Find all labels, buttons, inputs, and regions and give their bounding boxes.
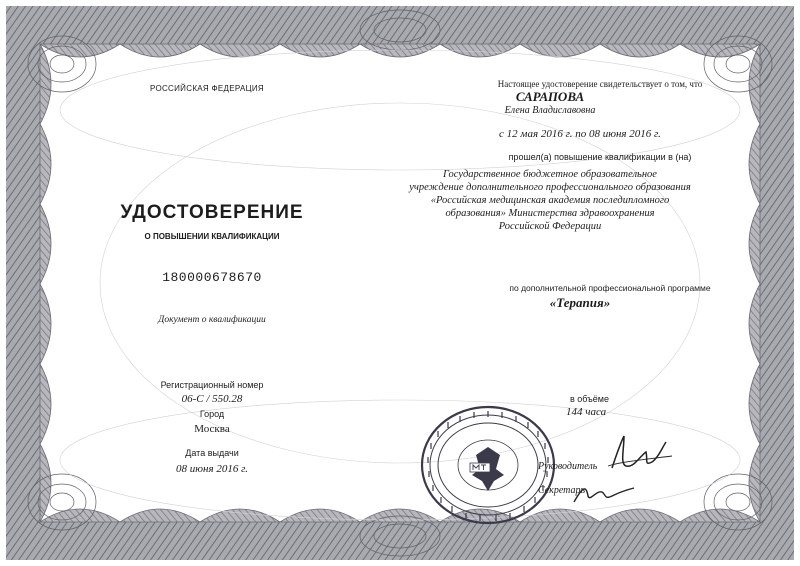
passed-training-text: прошел(а) повышение квалификации в (на) xyxy=(508,152,692,162)
country-label: РОССИЙСКАЯ ФЕДЕРАЦИЯ xyxy=(150,84,264,93)
round-seal-icon xyxy=(418,403,558,527)
secretary-signature-icon xyxy=(568,478,640,508)
training-period: с 12 мая 2016 г. по 08 июня 2016 г. xyxy=(499,128,661,140)
head-signature-label: Руководитель xyxy=(538,461,598,472)
issue-date-label: Дата выдачи xyxy=(185,448,239,458)
registration-number: 06-С / 550.28 xyxy=(181,393,243,405)
institution-line: «Российская медицинская академия последипломного xyxy=(430,195,670,206)
holder-surname: САРАПОВА xyxy=(515,89,585,104)
volume-value: 144 часа xyxy=(566,406,607,418)
signature-icon xyxy=(600,430,680,474)
program-label: по дополнительной профессиональной программе xyxy=(509,283,711,293)
certificate-number: 180000678670 xyxy=(162,270,262,285)
institution-block xyxy=(370,168,730,233)
city-value: Москва xyxy=(194,423,230,435)
holder-given-names: Елена Владиславовна xyxy=(504,105,596,116)
institution-line: Государственное бюджетное образовательное xyxy=(443,169,657,180)
institution-line: Российской Федерации xyxy=(498,221,602,232)
intro-text: Настоящее удостоверение свидетельствует о том, что xyxy=(497,79,703,89)
document-type: Документ о квалификации xyxy=(158,315,266,325)
issue-date-value: 08 июня 2016 г. xyxy=(176,463,248,475)
certificate-subtitle: О ПОВЫШЕНИИ КВАЛИФИКАЦИИ xyxy=(144,232,280,241)
certificate-title: УДОСТОВЕРЕНИЕ xyxy=(120,202,304,223)
secretary-signature-label: Секретарь xyxy=(538,485,586,496)
program-name: «Терапия» xyxy=(549,295,611,310)
registration-label: Регистрационный номер xyxy=(160,380,264,390)
volume-label: в объёме xyxy=(570,394,609,404)
city-label: Город xyxy=(199,409,225,419)
institution-line: учреждение дополнительного профессионального образования xyxy=(409,182,691,193)
institution-line: образования» Министерства здравоохранения xyxy=(445,208,655,219)
